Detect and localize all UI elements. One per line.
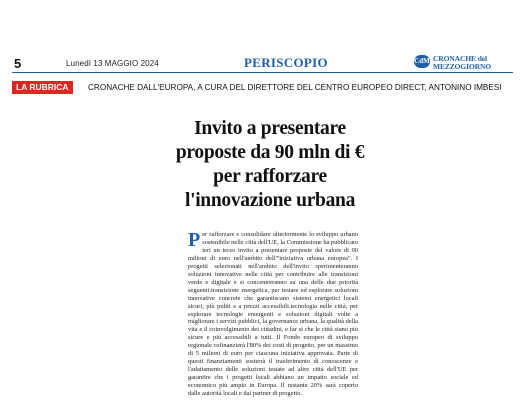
article-body xyxy=(188,231,358,398)
header-divider xyxy=(12,72,513,73)
drop-cap: P xyxy=(188,229,201,251)
rubrica-bar xyxy=(12,81,515,94)
logo-line-2: MEZZOGIORNO xyxy=(433,62,492,71)
issue-date: Lunedì 13 MAGGIO 2024 xyxy=(66,59,159,68)
page-number: 5 xyxy=(14,56,22,71)
rubrica-tag: LA RUBRICA xyxy=(12,81,73,94)
logo-line-1: CRONACHE del xyxy=(433,54,488,63)
article-body-text: er rafforzare e consolidare ulteriormente lo sviluppo urbano sostenibile nelle città dell'UE, la Commissione ha pubblicato ieri un terzo invito a presentare proposte del valore di 90 milioni di euro nell'ambito dell'"iniziativa urbana europea". I progetti selezionati nell'ambito dell'invito sperimenteranno soluzioni innovative nelle città per contribuire alle transizioni verde e digitale e si concentreranno su una delle due priorità seguenti:transizione energetica, per testare ed esplorare soluzioni innovative concrete che garantiscano sistemi energetici locali sicuri, più puliti e a prezzi accessibili.tecnologia nelle città, per esplorare tecnologie emergenti e soluzioni digitali volte a migliorare i servizi pubblici, la governance urbana, la qualità della vita e il coinvolgimento dei cittadini, e far sì che le città siano più sicure e più accessibili a tutti. Il Fondo europeo di sviluppo regionale cofinanzierà l'80% dei costi di progetto, per un massimo di 5 milioni di euro per ciascuna iniziativa approvata. Parte di questi finanziamenti sosterrà il trasferimento di conoscenze e l'adattamento delle soluzioni testate ad altre città dell'UE per garantire che i progetti locali abbiano un impatto sociale ed economico più ampio in Europa. Il restante 20% sarà coperto dalle autorità locali e dai partner di progetto. xyxy=(188,231,358,398)
headline-line: proposte da 90 mln di € xyxy=(175,142,365,163)
section-title: PERISCOPIO xyxy=(244,55,328,70)
headline-line: per rafforzare xyxy=(213,166,327,187)
headline-line: Invito a presentare xyxy=(194,118,346,139)
rubrica-text: CRONACHE DALL'EUROPA, A CURA DEL DIRETTORE DEL CENTRO EUROPEO DIRECT, ANTONINO IMBESI xyxy=(88,83,502,92)
logo-badge: CdM xyxy=(414,55,430,68)
newspaper-logo xyxy=(414,53,514,71)
article-headline xyxy=(155,117,385,213)
headline-line: l'innovazione urbana xyxy=(184,190,356,211)
